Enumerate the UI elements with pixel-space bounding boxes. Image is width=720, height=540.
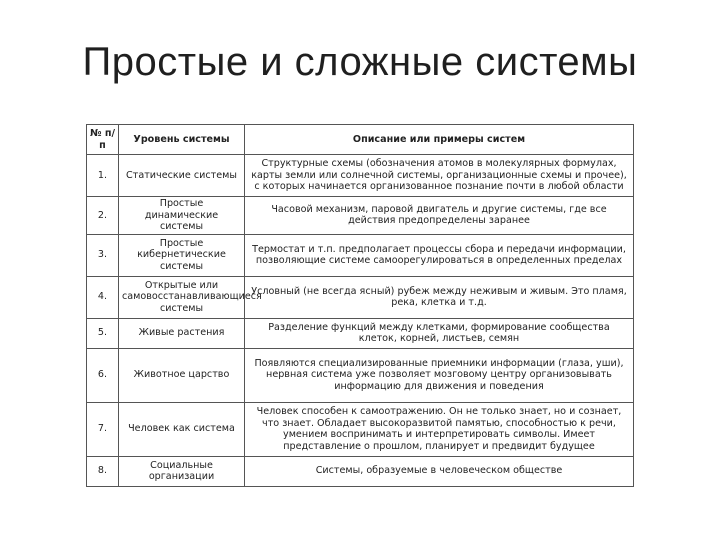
header-description: Описание или примеры систем	[245, 125, 634, 155]
row-description: Термостат и т.п. предполагает процессы сбора и передачи информации, позволяющие системе самоорегулироваться в определенных пределах	[245, 234, 634, 276]
row-level: Живые растения	[119, 318, 245, 348]
row-number: 7.	[87, 402, 119, 456]
table-header-row	[87, 125, 634, 155]
table-row	[87, 402, 634, 456]
table-row	[87, 276, 634, 318]
header-number: № п/п	[87, 125, 119, 155]
table-row	[87, 318, 634, 348]
row-level: Животное царство	[119, 348, 245, 402]
table-row	[87, 155, 634, 197]
table-row	[87, 456, 634, 486]
row-number: 6.	[87, 348, 119, 402]
row-level: Социальные организации	[119, 456, 245, 486]
row-level: Открытые или самовосстанавливающиеся системы	[119, 276, 245, 318]
row-level: Простые динамические системы	[119, 197, 245, 235]
row-number: 5.	[87, 318, 119, 348]
row-number: 2.	[87, 197, 119, 235]
header-level: Уровень системы	[119, 125, 245, 155]
row-description: Условный (не всегда ясный) рубеж между неживым и живым. Это пламя, река, клетка и т.д.	[245, 276, 634, 318]
row-description: Часовой механизм, паровой двигатель и другие системы, где все действия предопределены заранее	[245, 197, 634, 235]
systems-table	[86, 124, 634, 487]
row-number: 8.	[87, 456, 119, 486]
table-row	[87, 234, 634, 276]
row-description: Разделение функций между клетками, формирование сообщества клеток, корней, листьев, семян	[245, 318, 634, 348]
table-row	[87, 348, 634, 402]
row-description: Появляются специализированные приемники информации (глаза, уши), нервная система уже позволяет мозговому центру организовывать информацию для движения и поведения	[245, 348, 634, 402]
row-description: Структурные схемы (обозначения атомов в молекулярных формулах, карты земли или солнечной системы, организационные схемы и прочее), с которых начинается организованное познание почти в любой области	[245, 155, 634, 197]
row-number: 4.	[87, 276, 119, 318]
table-row	[87, 197, 634, 235]
slide-title: Простые и сложные системы	[82, 40, 638, 84]
row-description: Человек способен к самоотражению. Он не только знает, но и сознает, что знает. Обладает высокоразвитой памятью, способностью к речи, умением воспринимать и интерпретировать символы. Имеет представление о прошлом, планирует и предвидит будущее	[245, 402, 634, 456]
row-number: 3.	[87, 234, 119, 276]
row-level: Простые кибернетические системы	[119, 234, 245, 276]
row-description: Системы, образуемые в человеческом обществе	[245, 456, 634, 486]
row-number: 1.	[87, 155, 119, 197]
row-level: Человек как система	[119, 402, 245, 456]
row-level: Статические системы	[119, 155, 245, 197]
